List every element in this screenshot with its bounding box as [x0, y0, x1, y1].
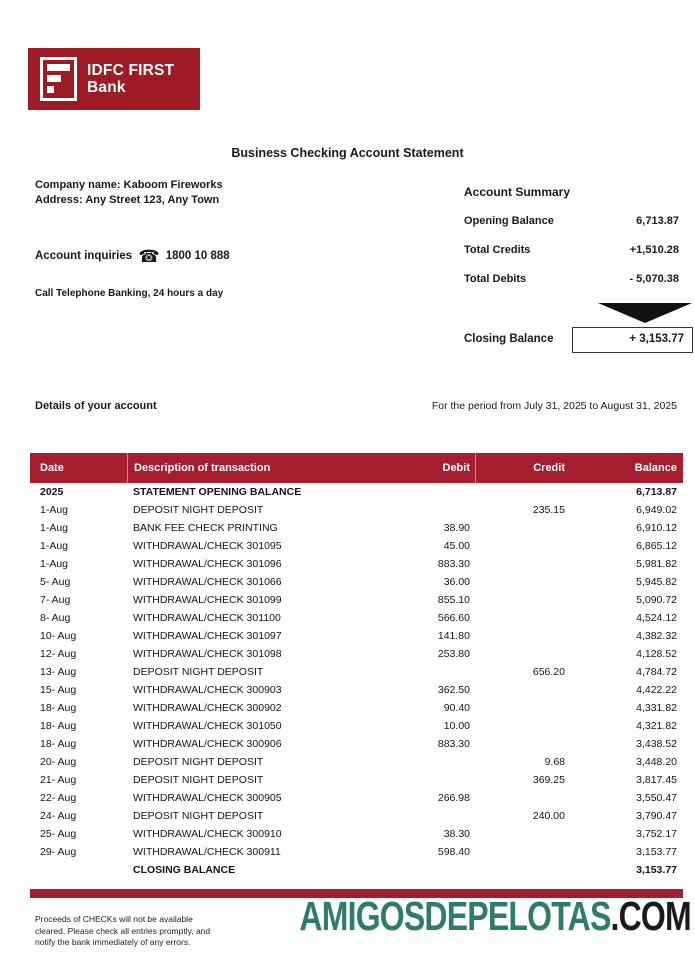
cell-description: WITHDRAWAL/CHECK 301097 [133, 630, 282, 642]
company-address-line: Address: Any Street 123, Any Town [35, 194, 220, 206]
cell-date: 7- Aug [40, 594, 71, 606]
table-row [30, 555, 683, 573]
summary-label: Total Debits [464, 273, 527, 285]
header-balance: Balance [634, 462, 677, 474]
site-watermark-tld: .COM [610, 893, 691, 939]
table-row [30, 501, 683, 519]
footer-disclaimer-line1: Proceeds of CHECKs will not be available [35, 914, 193, 924]
cell-date: 12- Aug [40, 648, 77, 660]
logo-bar [47, 64, 70, 71]
cell-date: 2025 [40, 486, 64, 498]
cell-balance: 3,448.20 [636, 756, 677, 768]
statement-period: For the period from July 31, 2025 to August 31, 2025 [431, 400, 677, 412]
cell-balance: 4,331.82 [636, 702, 677, 714]
telephone-banking-line: Call Telephone Banking, 24 hours a day [35, 288, 224, 299]
cell-balance: 6,865.12 [636, 540, 677, 552]
cell-balance: 5,981.82 [636, 558, 677, 570]
cell-description: DEPOSIT NIGHT DEPOSIT [133, 666, 264, 678]
table-row [30, 735, 683, 753]
cell-balance: 3,790.47 [636, 810, 677, 822]
table-row [30, 537, 683, 555]
cell-balance: 4,524.12 [636, 612, 677, 624]
header-debit: Debit [442, 462, 470, 474]
cell-balance: 5,945.82 [636, 576, 677, 588]
cell-description: DEPOSIT NIGHT DEPOSIT [133, 504, 264, 516]
cell-credit: 9.68 [544, 756, 565, 768]
table-row [30, 807, 683, 825]
cell-debit: 10.00 [443, 720, 470, 732]
company-info [35, 178, 223, 208]
bank-logo-icon [40, 57, 77, 101]
table-row [30, 627, 683, 645]
cell-description: WITHDRAWAL/CHECK 300906 [133, 738, 282, 750]
cell-description: WITHDRAWAL/CHECK 301066 [133, 576, 282, 588]
cell-date: 1-Aug [40, 540, 69, 552]
cell-description: WITHDRAWAL/CHECK 301050 [133, 720, 282, 732]
bank-logo [28, 48, 200, 110]
cell-description: CLOSING BALANCE [133, 864, 236, 876]
table-row [30, 771, 683, 789]
cell-date: 1-Aug [40, 504, 69, 516]
cell-balance: 4,382.32 [636, 630, 677, 642]
table-row [30, 681, 683, 699]
cell-balance: 4,128.52 [636, 648, 677, 660]
footer-disclaimer [35, 914, 210, 949]
cell-balance: 5,090.72 [636, 594, 677, 606]
header-credit: Credit [475, 453, 570, 483]
logo-bar [47, 86, 54, 93]
cell-debit: 141.80 [437, 630, 470, 642]
summary-value: 6,713.87 [636, 215, 679, 227]
table-row [30, 573, 683, 591]
cell-debit: 266.98 [437, 792, 470, 804]
cell-balance: 3,817.45 [636, 774, 677, 786]
table-row [30, 843, 683, 861]
cell-debit: 38.30 [443, 828, 470, 840]
cell-date: 25- Aug [40, 828, 77, 840]
transactions-table [30, 453, 683, 898]
summary-label: Opening Balance [464, 215, 554, 227]
statement-title: Business Checking Account Statement [231, 146, 464, 160]
site-watermark [300, 894, 691, 939]
cell-date: 18- Aug [40, 738, 77, 750]
phone-icon: ☎ [138, 247, 160, 266]
cell-balance: 4,321.82 [636, 720, 677, 732]
cell-balance: 3,550.47 [636, 792, 677, 804]
cell-description: WITHDRAWAL/CHECK 300902 [133, 702, 282, 714]
cell-date: 18- Aug [40, 702, 77, 714]
cell-debit: 253.80 [437, 648, 470, 660]
cell-credit: 240.00 [532, 810, 565, 822]
cell-date: 1-Aug [40, 522, 69, 534]
cell-description: WITHDRAWAL/CHECK 300903 [133, 684, 282, 696]
cell-balance: 6,713.87 [636, 486, 677, 498]
details-heading: Details of your account [35, 400, 157, 412]
cell-date: 20- Aug [40, 756, 77, 768]
table-header-row [30, 453, 683, 483]
table-row [30, 717, 683, 735]
cell-date: 24- Aug [40, 810, 77, 822]
cell-description: DEPOSIT NIGHT DEPOSIT [133, 810, 264, 822]
cell-description: WITHDRAWAL/CHECK 301099 [133, 594, 282, 606]
cell-credit: 369.25 [532, 774, 565, 786]
company-name-line: Company name: Kaboom Fireworks [35, 179, 223, 191]
table-row [30, 591, 683, 609]
cell-debit: 90.40 [443, 702, 470, 714]
bank-name-line1: IDFC FIRST [87, 62, 175, 79]
cell-balance: 3,153.77 [636, 846, 677, 858]
table-row [30, 645, 683, 663]
cell-date: 15- Aug [40, 684, 77, 696]
summary-row-opening-balance [464, 215, 679, 227]
header-description: Description of transaction [127, 453, 385, 483]
logo-bar [47, 75, 61, 82]
cell-credit: 656.20 [532, 666, 565, 678]
site-watermark-name: AMIGOSDEPELOTAS [299, 893, 611, 939]
cell-description: STATEMENT OPENING BALANCE [133, 486, 302, 498]
cell-date: 29- Aug [40, 846, 77, 858]
cell-description: WITHDRAWAL/CHECK 301100 [133, 612, 281, 624]
bank-name [87, 62, 174, 96]
summary-value: - 5,070.38 [629, 273, 679, 285]
cell-balance: 3,153.77 [636, 864, 677, 876]
arrow-down-icon [598, 303, 692, 323]
cell-debit: 45.00 [443, 540, 470, 552]
cell-description: DEPOSIT NIGHT DEPOSIT [133, 756, 264, 768]
cell-date: 22- Aug [40, 792, 77, 804]
cell-date: 5- Aug [40, 576, 71, 588]
closing-balance-value: + 3,153.77 [572, 327, 693, 353]
cell-balance: 4,422.22 [636, 684, 677, 696]
closing-balance-label: Closing Balance [464, 333, 554, 345]
table-row [30, 861, 683, 879]
cell-date: 21- Aug [40, 774, 77, 786]
table-row [30, 609, 683, 627]
cell-description: WITHDRAWAL/CHECK 300910 [133, 828, 282, 840]
cell-debit: 38.90 [443, 522, 470, 534]
footer-disclaimer-line3: notify the bank immediately of any errors. [35, 937, 191, 947]
account-inquiries-line [35, 247, 230, 267]
cell-date: 10- Aug [40, 630, 77, 642]
cell-debit: 566.60 [437, 612, 470, 624]
account-summary-rows [464, 215, 679, 302]
cell-description: WITHDRAWAL/CHECK 301098 [133, 648, 282, 660]
table-row [30, 519, 683, 537]
phone-number: 1800 10 888 [165, 250, 230, 262]
table-row [30, 663, 683, 681]
cell-description: WITHDRAWAL/CHECK 300905 [133, 792, 282, 804]
table-body [30, 483, 683, 879]
cell-debit: 883.30 [437, 738, 470, 750]
summary-row-total-debits [464, 273, 679, 285]
table-row [30, 483, 683, 501]
account-inquiries-label: Account inquiries [35, 250, 133, 262]
summary-value: +1,510.28 [629, 244, 679, 256]
table-row [30, 699, 683, 717]
cell-balance: 3,752.17 [636, 828, 677, 840]
cell-date: 13- Aug [40, 666, 77, 678]
cell-debit: 598.40 [437, 846, 470, 858]
cell-balance: 3,438.52 [636, 738, 677, 750]
summary-row-total-credits [464, 244, 679, 256]
cell-debit: 36.00 [443, 576, 470, 588]
cell-debit: 883.30 [437, 558, 470, 570]
bank-name-line2: Bank [87, 79, 126, 96]
cell-date: 8- Aug [40, 612, 71, 624]
cell-balance: 6,949.02 [636, 504, 677, 516]
cell-description: BANK FEE CHECK PRINTING [133, 522, 278, 534]
cell-credit: 235.15 [532, 504, 565, 516]
account-summary-heading: Account Summary [464, 185, 571, 199]
summary-label: Total Credits [464, 244, 531, 256]
table-row [30, 753, 683, 771]
cell-description: WITHDRAWAL/CHECK 300911 [133, 846, 281, 858]
cell-balance: 4,784.72 [636, 666, 677, 678]
cell-date: 18- Aug [40, 720, 77, 732]
cell-date: 1-Aug [40, 558, 69, 570]
cell-balance: 6,910.12 [636, 522, 677, 534]
cell-description: WITHDRAWAL/CHECK 301095 [133, 540, 282, 552]
cell-debit: 362.50 [437, 684, 470, 696]
header-date: Date [40, 462, 64, 474]
table-row [30, 825, 683, 843]
cell-description: WITHDRAWAL/CHECK 301096 [133, 558, 282, 570]
footer-disclaimer-line2: cleared. Please check all entries promptly, and [35, 925, 211, 936]
cell-description: DEPOSIT NIGHT DEPOSIT [133, 774, 264, 786]
table-row [30, 789, 683, 807]
cell-debit: 855.10 [437, 594, 470, 606]
